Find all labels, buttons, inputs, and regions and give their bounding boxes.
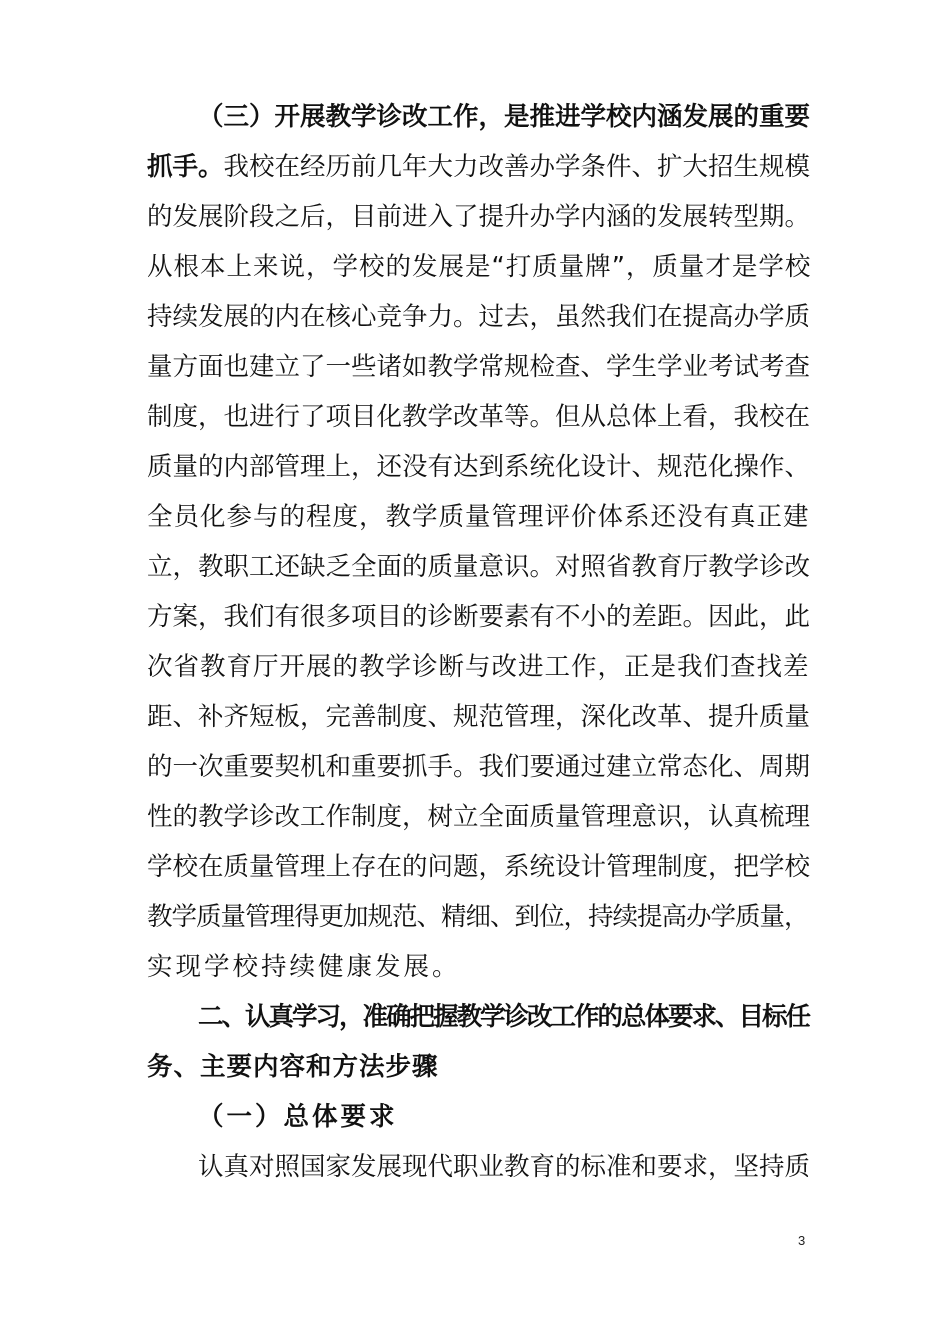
paragraph-line: 的一次重要契机和重要抓手。我们要通过建立常态化、周期 <box>147 752 811 782</box>
paragraph-line: 立，教职工还缺乏全面的质量意识。对照省教育厅教学诊改 <box>147 552 811 582</box>
paragraph-line: 从根本上来说，学校的发展是“打质量牌”，质量才是学校 <box>147 252 812 282</box>
paragraph-3-heading-line2: 抓手。 <box>147 152 224 182</box>
paragraph-line: 制度，也进行了项目化教学改革等。但从总体上看，我校在 <box>147 402 811 432</box>
paragraph-line: 方案，我们有很多项目的诊断要素有不小的差距。因此，此 <box>147 602 811 632</box>
paragraph-line: 学校在质量管理上存在的问题，系统设计管理制度，把学校 <box>147 852 811 882</box>
paragraph-line: 持续发展的内在核心竞争力。过去，虽然我们在提高办学质 <box>147 302 811 332</box>
paragraph-3-line1-rest: 我校在经历前几年大力改善办学条件、扩大招生规模 <box>223 152 811 182</box>
paragraph-line: 量方面也建立了一些诸如教学常规检查、学生学业考试考查 <box>147 352 811 382</box>
subsection-1-first-line: 认真对照国家发展现代职业教育的标准和要求，坚持质 <box>198 1152 811 1182</box>
paragraph-line: 教学质量管理得更加规范、精细、到位，持续提高办学质量， <box>147 902 809 932</box>
section-2-title-line2: 务、主要内容和方法步骤 <box>147 1052 439 1082</box>
paragraph-line: 质量的内部管理上，还没有达到系统化设计、规范化操作、 <box>147 452 811 482</box>
paragraph-line: 实现学校持续健康发展。 <box>147 952 461 982</box>
subsection-1-title: （一）总体要求 <box>198 1102 398 1132</box>
page-number: 3 <box>798 1233 806 1248</box>
paragraph-line: 次省教育厅开展的教学诊断与改进工作，正是我们查找差 <box>147 652 810 682</box>
paragraph-line: 的发展阶段之后，目前进入了提升办学内涵的发展转型期。 <box>147 202 811 232</box>
paragraph-3-heading-line1: （三）开展教学诊改工作，是推进学校内涵发展的重要 <box>198 102 811 132</box>
paragraph-line: 性的教学诊改工作制度，树立全面质量管理意识，认真梳理 <box>147 802 811 832</box>
section-2-title-line1: 二、认真学习，准确把握教学诊改工作的总体要求、目标任 <box>198 1002 810 1032</box>
paragraph-line: 全员化参与的程度，教学质量管理评价体系还没有真正建 <box>147 502 810 532</box>
paragraph-3-line1 <box>147 142 812 192</box>
paragraph-line: 距、补齐短板，完善制度、规范管理，深化改革、提升质量 <box>147 702 811 732</box>
